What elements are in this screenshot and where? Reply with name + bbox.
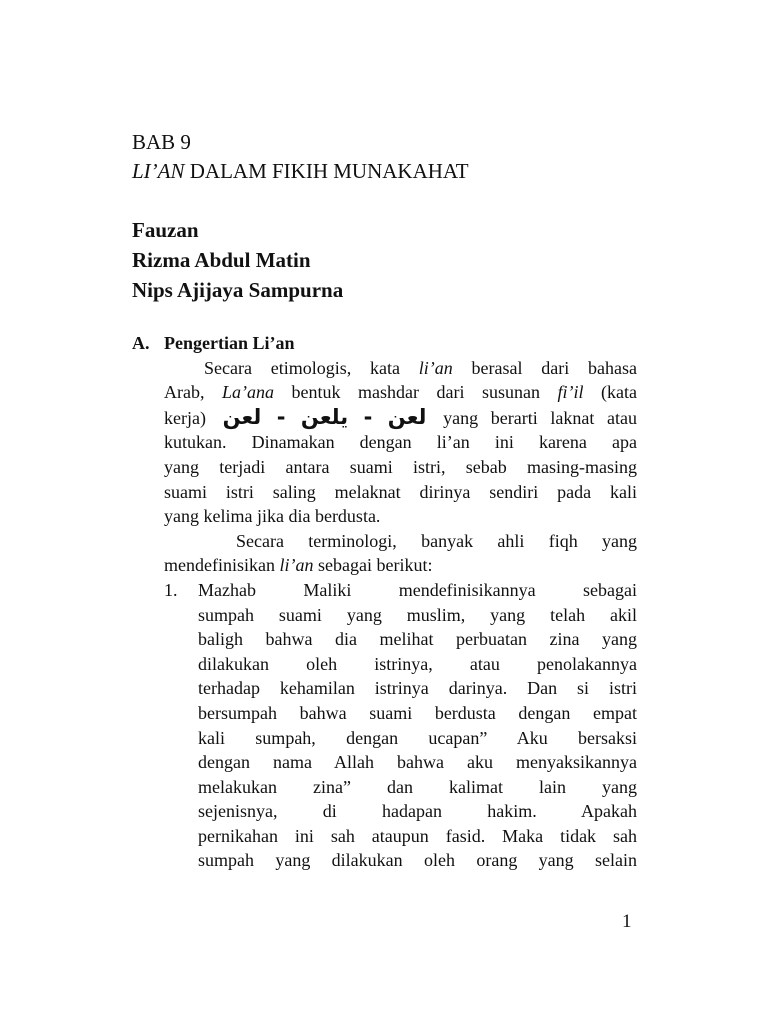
text-line: yang kelima jika dia berdusta. (164, 506, 381, 527)
text-line: suami istri saling melaknat dirinya sendiri pada kali (164, 481, 637, 502)
chapter-title-rest: DALAM FIKIH MUNAKAHAT (184, 159, 469, 183)
text-line: Arab, La’ana bentuk mashdar dari susunan fi’il (kata (164, 382, 637, 403)
text-line: kerja) لعن - يلعن - لعن yang berarti laknat atau (164, 404, 638, 429)
text-line: yang terjadi antara suami istri, sebab masing-masing (164, 456, 637, 477)
text-line: sumpah suami yang muslim, yang telah akil (198, 604, 637, 625)
text-line: terhadap kehamilan istrinya darinya. Dan si istri (198, 678, 637, 699)
author-list (132, 215, 343, 305)
text-line: bersumpah bahwa suami berdusta dengan empat (198, 702, 637, 723)
chapter-title (132, 157, 469, 186)
list-item (164, 578, 637, 873)
list-item-body (198, 578, 637, 873)
author-name: Rizma Abdul Matin (132, 248, 311, 272)
page-number: 1 (622, 911, 632, 932)
paragraph-terminology (164, 529, 637, 578)
text-line: dilakukan oleh istrinya, atau penolakannya (198, 653, 637, 674)
text-line: baligh bahwa dia melihat perbuatan zina yang (198, 629, 637, 650)
author-name: Nips Ajijaya Sampurna (132, 278, 344, 302)
text-line: sumpah yang dilakukan oleh orang yang selain (198, 850, 637, 871)
chapter-number: BAB 9 (132, 130, 191, 154)
paragraph-etymology (164, 356, 637, 529)
section-title-text: Pengertian Li’an (164, 333, 295, 353)
text-line: Mazhab Maliki mendefinisikannya sebagai (198, 579, 637, 600)
text-line: Secara terminologi, banyak ahli fiqh yang (236, 530, 637, 551)
arabic-text: لعن - يلعن - لعن (222, 404, 427, 429)
chapter-title-italic: LI’AN (132, 159, 185, 183)
section-letter: A. (132, 333, 150, 353)
text-line: dengan nama Allah bahwa aku menyaksikannya (198, 752, 637, 773)
text-line: kali sumpah, dengan ucapan” Aku bersaksi (198, 727, 637, 748)
list-number: 1. (164, 579, 178, 600)
text-line: melakukan zina” dan kalimat lain yang (198, 776, 637, 797)
section-title (132, 331, 637, 356)
text-line: pernikahan ini sah ataupun fasid. Maka tidak sah (198, 825, 637, 846)
text-line: sejenisnya, di hadapan hakim. Apakah (198, 801, 637, 822)
section-pengertian (132, 331, 637, 873)
chapter-heading (132, 128, 469, 186)
text-line: mendefinisikan li’an sebagai berikut: (164, 555, 433, 576)
text-line: Secara etimologis, kata li’an berasal dari bahasa (204, 357, 637, 378)
text-line: kutukan. Dinamakan dengan li’an ini karena apa (164, 432, 637, 453)
author-name: Fauzan (132, 218, 199, 242)
